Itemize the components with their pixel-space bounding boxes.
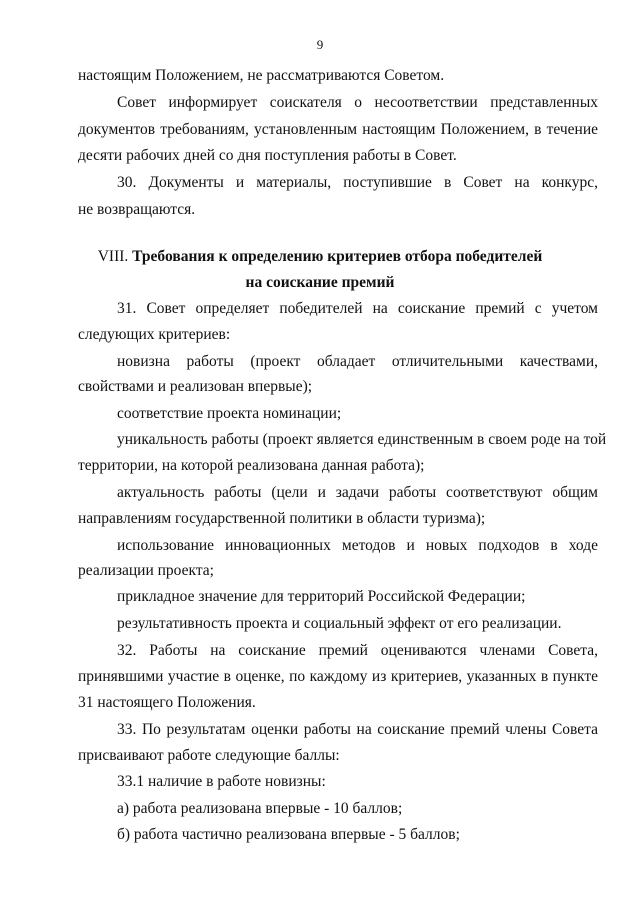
criterion-line: результативность проекта и социальный эффект от его реализации.: [117, 615, 562, 632]
section-title: Требования к определению критериев отбора победителей: [132, 248, 543, 265]
criterion-line: уникальность работы (проект является единственным в своем роде на той: [117, 431, 607, 448]
paragraph-line: 31. Совет определяет победителей на соискание премий с учетом: [117, 300, 598, 317]
paragraph-line: присваивают работе следующие баллы:: [78, 747, 340, 764]
paragraph-line: не возвращаются.: [78, 201, 196, 218]
paragraph-line: 32. Работы на соискание премий оцениваются членами Совета,: [117, 642, 598, 659]
paragraph-line: документов требованиям, установленным настоящим Положением, в течение: [78, 121, 598, 138]
section-heading-line-2: на соискание премий: [245, 274, 395, 291]
criterion-line: актуальность работы (цели и задачи работы соответствуют общим: [117, 484, 598, 501]
score-line: б) работа частично реализована впервые - 5 баллов;: [117, 826, 460, 843]
criterion-line: реализации проекта;: [78, 562, 214, 579]
criterion-line: новизна работы (проект обладает отличительными качествами,: [117, 353, 598, 370]
criterion-line: использование инновационных методов и новых подходов в ходе: [117, 537, 598, 554]
criterion-line: соответствие проекта номинации;: [117, 405, 342, 422]
paragraph-line: 33. По результатам оценки работы на соискание премий члены Совета: [117, 721, 598, 738]
paragraph-line: настоящим Положением, не рассматриваются Советом.: [78, 67, 445, 84]
paragraph-line: следующих критериев:: [78, 326, 231, 343]
paragraph-line: принявшими участие в оценке, по каждому из критериев, указанных в пункте: [78, 668, 598, 685]
criterion-line: прикладное значение для территорий Российской Федерации;: [117, 588, 526, 605]
paragraph-line: десяти рабочих дней со дня поступления работы в Совет.: [78, 147, 457, 164]
section-heading: [0, 247, 640, 267]
criterion-line: свойствами и реализован впервые);: [78, 378, 313, 395]
score-line: а) работа реализована впервые - 10 баллов;: [117, 800, 403, 817]
page-number: 9: [316, 37, 324, 52]
paragraph-line: 31 настоящего Положения.: [78, 694, 256, 711]
section-number: VIII.: [97, 248, 129, 265]
paragraph-line: Совет информирует соискателя о несоответствии представленных: [117, 94, 598, 111]
paragraph-line: 30. Документы и материалы, поступившие в Совет на конкурс,: [117, 174, 598, 191]
criterion-line: территории, на которой реализована данная работа);: [78, 457, 425, 474]
criterion-line: направлениям государственной политики в области туризма);: [78, 510, 486, 527]
subsection-line: 33.1 наличие в работе новизны:: [117, 773, 326, 790]
